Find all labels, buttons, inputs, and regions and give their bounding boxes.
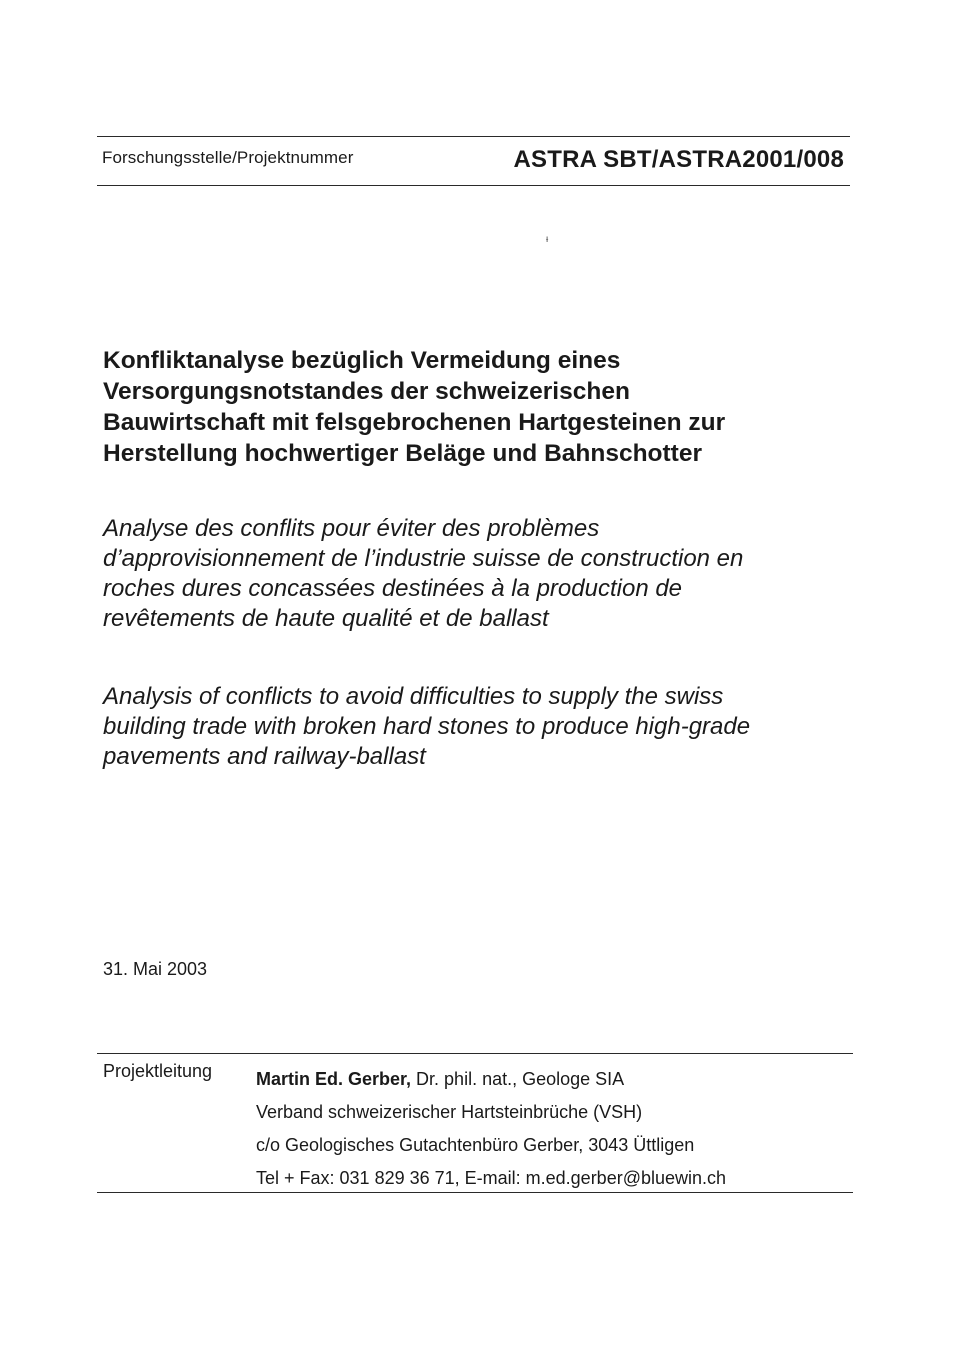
project-lead-details <box>256 1063 726 1195</box>
title-english <box>103 682 843 772</box>
title-french-line: revêtements de haute qualité et de ballast <box>103 605 549 632</box>
project-lead-contact: Tel + Fax: 031 829 36 71, E-mail: m.ed.gerber@bluewin.ch <box>256 1168 727 1188</box>
title-german-line: Konfliktanalyse bezüglich Vermeidung eines <box>103 347 621 374</box>
title-german-line: Bauwirtschaft mit felsgebrochenen Hartgesteinen zur <box>103 409 726 436</box>
scan-speck-mark: ᵻ <box>546 234 549 245</box>
footer-bottom-rule <box>97 1192 853 1193</box>
title-english-line: Analysis of conflicts to avoid difficulties to supply the swiss <box>103 683 724 710</box>
title-french <box>103 514 843 634</box>
title-english-line: building trade with broken hard stones to produce high-grade <box>103 713 751 740</box>
project-lead-name: Martin Ed. Gerber, <box>256 1069 412 1089</box>
title-english-line: pavements and railway-ballast <box>103 743 426 770</box>
footer-top-rule <box>97 1053 853 1054</box>
research-unit-label: Forschungsstelle/Projektnummer <box>102 148 354 167</box>
title-german-line: Versorgungsnotstandes der schweizerischen <box>103 378 630 405</box>
project-lead-credentials: Dr. phil. nat., Geologe SIA <box>411 1069 625 1089</box>
project-lead-organization: Verband schweizerischer Hartsteinbrüche (VSH) <box>256 1102 643 1122</box>
project-lead-label: Projektleitung <box>103 1061 213 1081</box>
title-german-line: Herstellung hochwertiger Beläge und Bahnschotter <box>103 440 702 467</box>
title-german <box>103 345 823 469</box>
header-bottom-rule <box>97 185 850 186</box>
report-date: 31. Mai 2003 <box>103 959 208 979</box>
project-lead-name-line <box>256 1063 726 1096</box>
project-number: ASTRA SBT/ASTRA2001/008 <box>513 146 844 173</box>
title-french-line: Analyse des conflits pour éviter des problèmes <box>103 515 600 542</box>
project-lead-address: c/o Geologisches Gutachtenbüro Gerber, 3043 Üttligen <box>256 1135 695 1155</box>
title-french-line: roches dures concassées destinées à la production de <box>103 575 683 602</box>
title-french-line: d’approvisionnement de l’industrie suisse de construction en <box>103 545 744 572</box>
header-top-rule <box>97 136 850 137</box>
